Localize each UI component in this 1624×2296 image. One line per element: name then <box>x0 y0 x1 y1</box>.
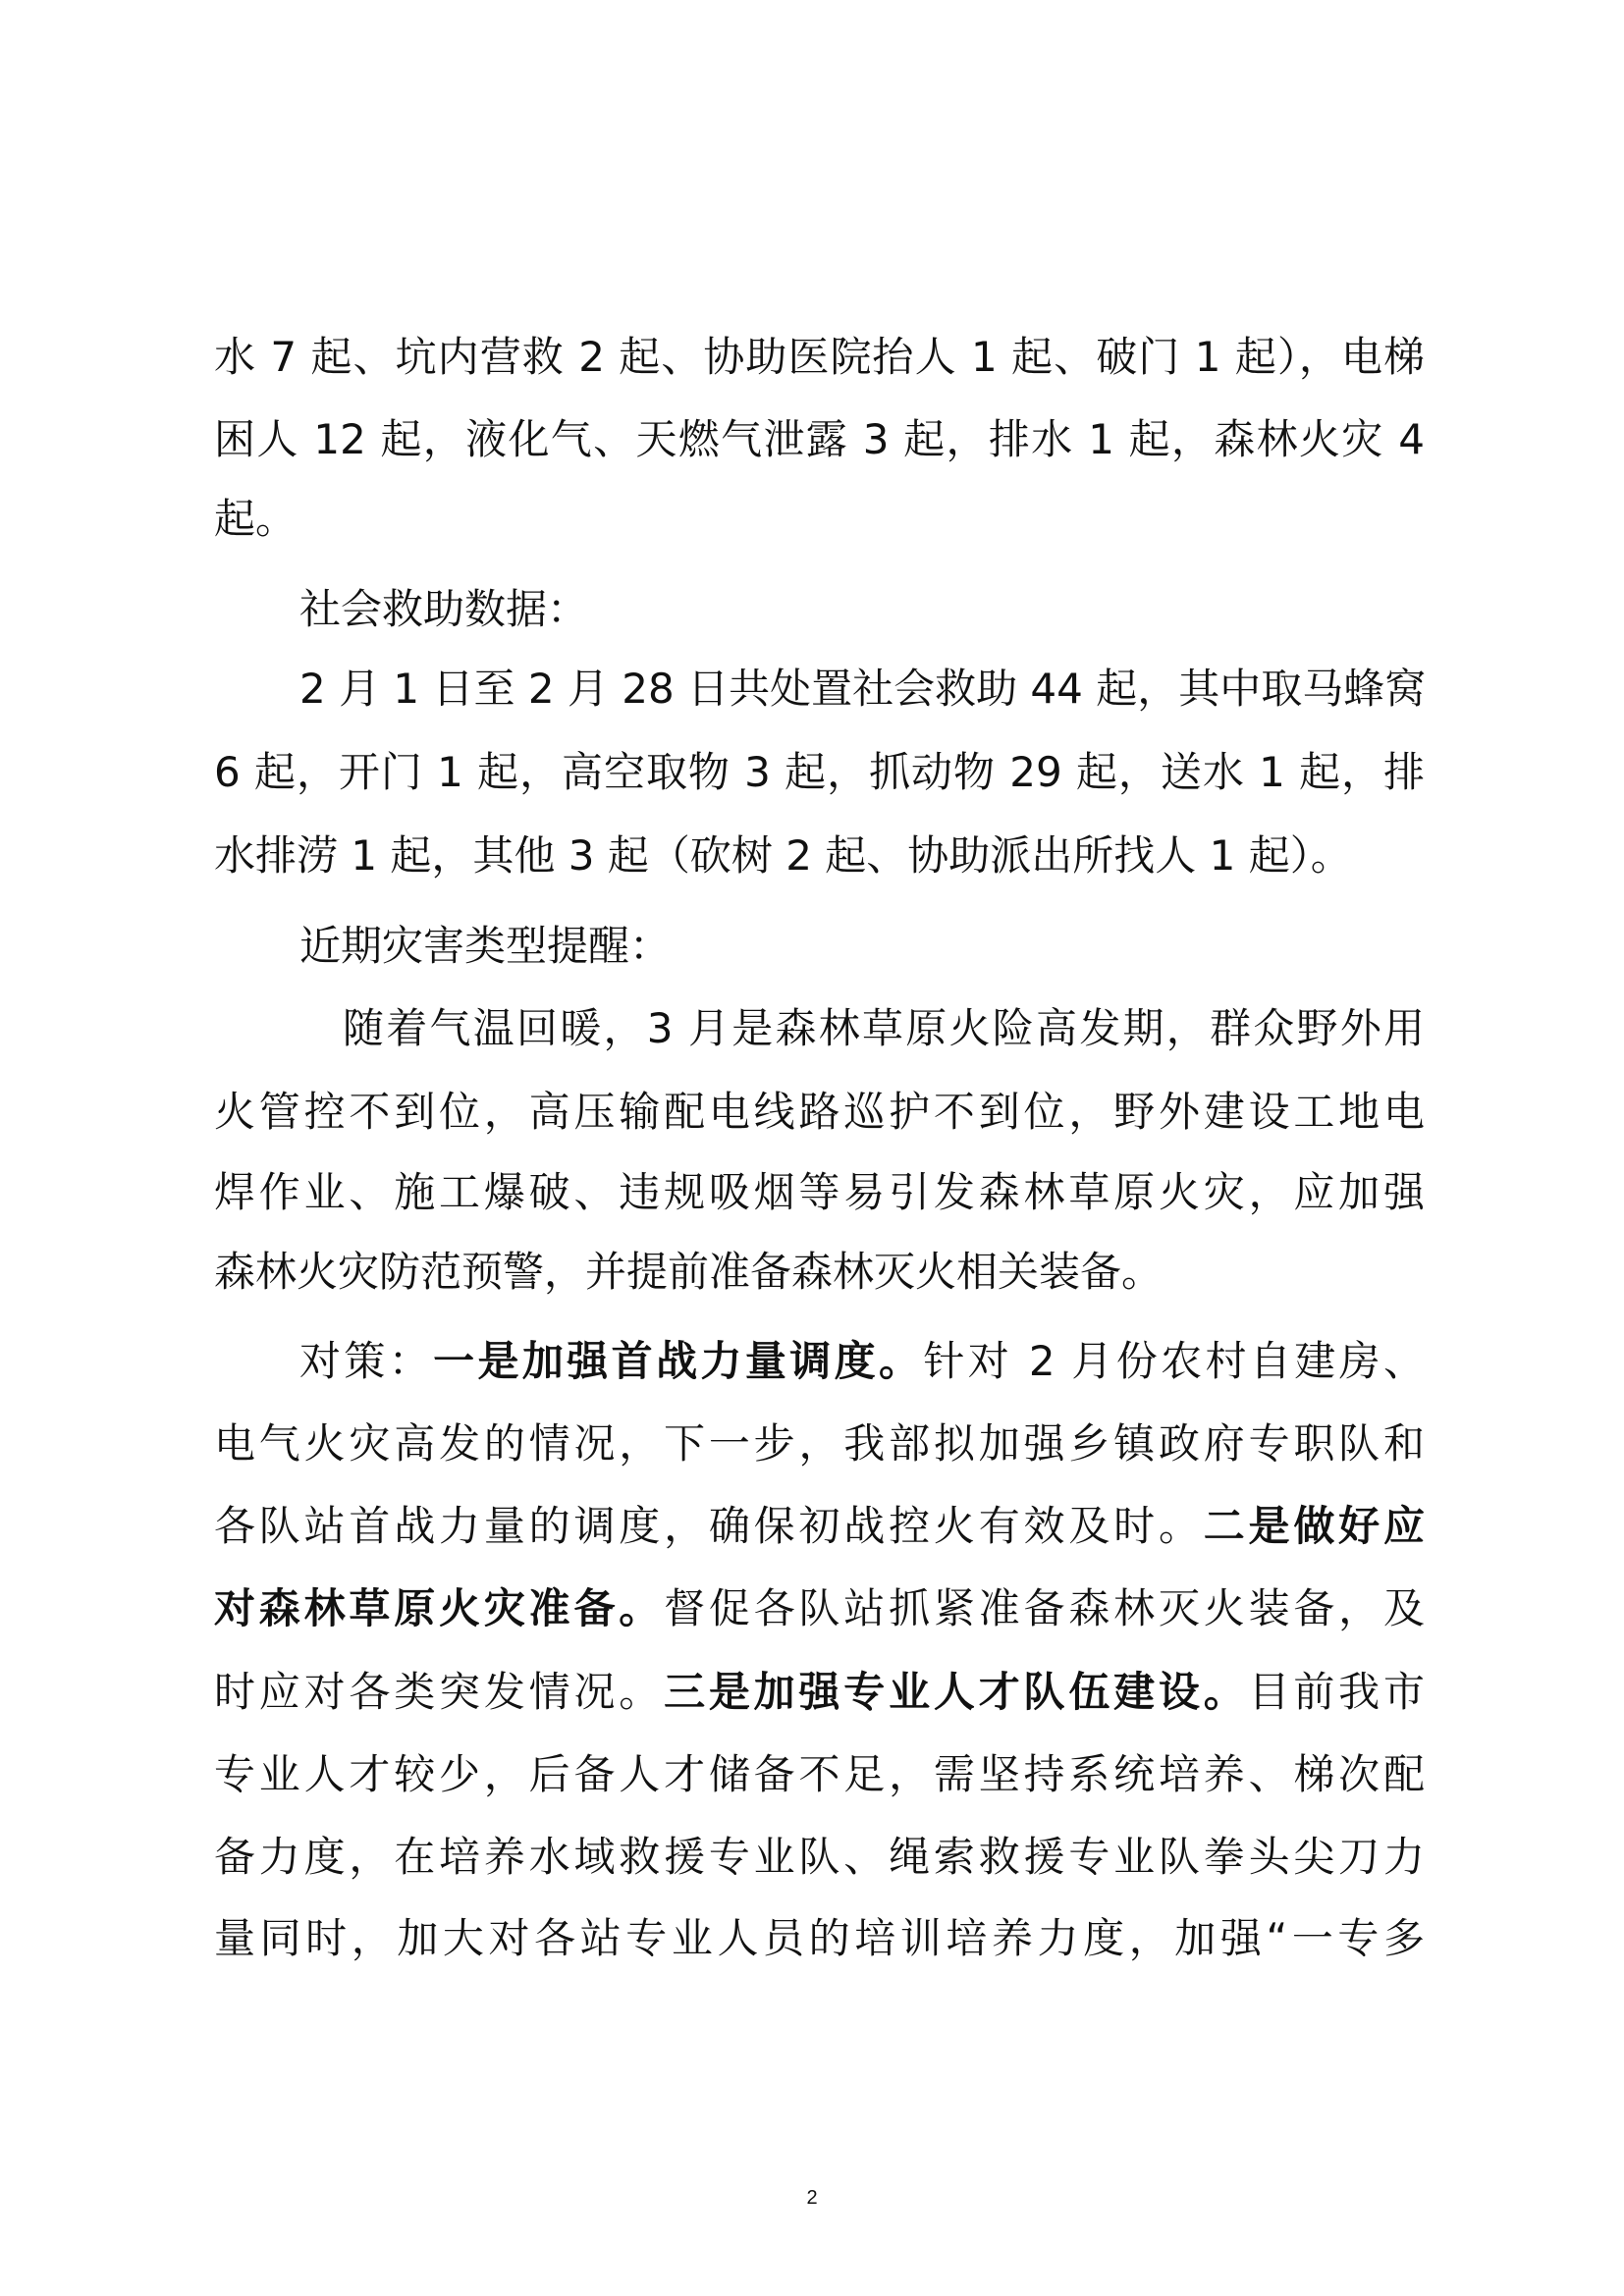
paragraph-line <box>214 1579 1425 1638</box>
text: 针对 2 月份农村自建房、 <box>923 1337 1425 1385</box>
paragraph-line: 电气火灾高发的情况，下一步，我部拟加强乡镇政府专职队和 <box>214 1419 1425 1468</box>
paragraph-line: 专业人才较少，后备人才储备不足，需坚持系统培养、梯次配 <box>214 1750 1425 1798</box>
bold-point: 对森林草原火灾准备。 <box>214 1584 665 1632</box>
paragraph-line: 水排涝 1 起，其他 3 起（砍树 2 起、协助派出所找人 1 起）。 <box>214 831 1352 880</box>
bold-point: 三是加强专业人才队伍建设。 <box>664 1668 1249 1716</box>
bold-point: 二是做好应 <box>1203 1502 1425 1550</box>
text: 督促各队站抓紧准备森林灭火装备，及 <box>664 1584 1425 1632</box>
paragraph-line <box>299 1332 1425 1391</box>
paragraph-line: 焊作业、施工爆破、违规吸烟等易引发森林草原火灾，应加强 <box>214 1168 1425 1216</box>
paragraph-line: 随着气温回暖，3 月是森林草原火险高发期，群众野外用 <box>343 1004 1425 1052</box>
text: 时应对各类突发情况。 <box>214 1668 665 1716</box>
section-heading: 社会救助数据： <box>299 585 589 633</box>
paragraph-line: 火管控不到位，高压输配电线路巡护不到位，野外建设工地电 <box>214 1088 1425 1136</box>
paragraph-line: 森林火灾防范预警，并提前准备森林灭火相关装备。 <box>214 1248 1164 1296</box>
paragraph-line: 2 月 1 日至 2 月 28 日共处置社会救助 44 起，其中取马蜂窝 <box>299 665 1427 713</box>
paragraph-line: 起。 <box>214 495 298 543</box>
text: 目前我市 <box>1248 1668 1425 1716</box>
paragraph-line <box>214 1497 1425 1556</box>
section-heading: 近期灾害类型提醒： <box>299 922 672 970</box>
paragraph-line <box>214 1663 1425 1722</box>
bold-point: 一是加强首战力量调度。 <box>433 1337 924 1385</box>
text: 各队站首战力量的调度，确保初战控火有效及时。 <box>214 1502 1204 1550</box>
label-text: 对策： <box>299 1337 434 1385</box>
paragraph-line: 水 7 起、坑内营救 2 起、协助医院抬人 1 起、破门 1 起），电梯 <box>214 333 1425 381</box>
paragraph-line: 6 起，开门 1 起，高空取物 3 起，抓动物 29 起，送水 1 起，排 <box>214 748 1425 796</box>
paragraph-line: 困人 12 起，液化气、天燃气泄露 3 起，排水 1 起，森林火灾 4 <box>214 415 1425 463</box>
page-number: 2 <box>806 2187 818 2209</box>
paragraph-line: 备力度，在培养水域救援专业队、绳索救援专业队拳头尖刀力 <box>214 1833 1425 1881</box>
paragraph-line: 量同时，加大对各站专业人员的培训培养力度，加强“一专多 <box>214 1914 1425 1962</box>
